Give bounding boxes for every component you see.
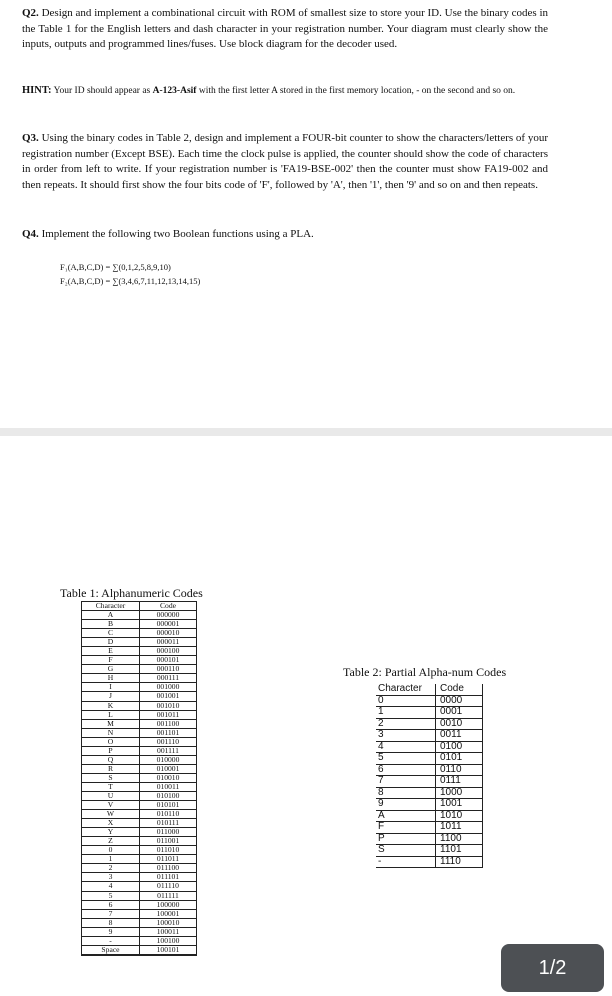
table1-character-cell: J bbox=[82, 692, 140, 701]
table1-code-cell: 011100 bbox=[140, 864, 197, 873]
table2-header-code: Code bbox=[436, 684, 483, 695]
table1-row bbox=[82, 819, 197, 828]
table1-row bbox=[82, 629, 197, 638]
table1-code-cell: 010101 bbox=[140, 801, 197, 810]
table1-code-cell: 001100 bbox=[140, 719, 197, 728]
table1-code-cell: 010111 bbox=[140, 819, 197, 828]
table1-character-cell: 2 bbox=[82, 864, 140, 873]
function-f1: F₁(A,B,C,D) = ∑(0,1,2,5,8,9,10) bbox=[60, 262, 171, 272]
table2-character-cell: - bbox=[376, 856, 436, 868]
table1-character-cell: 4 bbox=[82, 882, 140, 891]
table1-code-cell: 001011 bbox=[140, 710, 197, 719]
table1-code-cell: 000110 bbox=[140, 665, 197, 674]
table1-row bbox=[82, 900, 197, 909]
table1-character-cell: X bbox=[82, 819, 140, 828]
table1-character-cell: W bbox=[82, 810, 140, 819]
table1-row bbox=[82, 656, 197, 665]
table1-code-cell: 011111 bbox=[140, 891, 197, 900]
table1-code-cell: 100101 bbox=[140, 945, 197, 955]
table1-character-cell: 1 bbox=[82, 855, 140, 864]
table1-character-cell: 8 bbox=[82, 918, 140, 927]
table1-character-cell: Q bbox=[82, 755, 140, 764]
table2-row bbox=[376, 776, 483, 788]
page-indicator[interactable]: 1/2 bbox=[501, 944, 604, 992]
table1-body bbox=[82, 611, 197, 955]
table1-row bbox=[82, 719, 197, 728]
table2-character-cell: 0 bbox=[376, 695, 436, 707]
table2-code-cell: 0011 bbox=[436, 730, 483, 742]
table1-header-character: Character bbox=[82, 602, 140, 611]
table1-character-cell: 7 bbox=[82, 909, 140, 918]
table1-row bbox=[82, 620, 197, 629]
table1-code-cell: 100000 bbox=[140, 900, 197, 909]
function-f2: F₂(A,B,C,D) = ∑(3,4,6,7,11,12,13,14,15) bbox=[60, 276, 201, 286]
table1-character-cell: N bbox=[82, 728, 140, 737]
table2-character-cell: 8 bbox=[376, 787, 436, 799]
table1-character-cell: I bbox=[82, 683, 140, 692]
table1-row bbox=[82, 773, 197, 782]
table2 bbox=[376, 684, 483, 868]
table2-row bbox=[376, 695, 483, 707]
table2-character-cell: F bbox=[376, 822, 436, 834]
table1-row bbox=[82, 828, 197, 837]
table2-code-cell: 0101 bbox=[436, 753, 483, 765]
table2-caption: Table 2: Partial Alpha-num Codes bbox=[343, 665, 507, 679]
table2-row bbox=[376, 730, 483, 742]
table1-row bbox=[82, 791, 197, 800]
table1-row bbox=[82, 692, 197, 701]
table2-row bbox=[376, 845, 483, 857]
table2-code-cell: 0000 bbox=[436, 695, 483, 707]
table1-character-cell: 3 bbox=[82, 873, 140, 882]
table2-character-cell: 2 bbox=[376, 718, 436, 730]
table1-code-cell: 000101 bbox=[140, 656, 197, 665]
table1 bbox=[81, 601, 197, 956]
table1-character-cell: G bbox=[82, 665, 140, 674]
table1-character-cell: M bbox=[82, 719, 140, 728]
table1-character-cell: H bbox=[82, 674, 140, 683]
table1-code-cell: 010001 bbox=[140, 764, 197, 773]
table1-character-cell: P bbox=[82, 746, 140, 755]
question-3-label: Q3. bbox=[22, 132, 39, 144]
table1-character-cell: 6 bbox=[82, 900, 140, 909]
table1-code-cell: 011010 bbox=[140, 846, 197, 855]
question-2 bbox=[22, 6, 548, 53]
table1-code-cell: 010100 bbox=[140, 791, 197, 800]
table2-character-cell: S bbox=[376, 845, 436, 857]
table1-row bbox=[82, 638, 197, 647]
table1-row bbox=[82, 665, 197, 674]
table1-code-cell: 100011 bbox=[140, 927, 197, 936]
table1-code-cell: 100100 bbox=[140, 936, 197, 945]
table1-character-cell: O bbox=[82, 737, 140, 746]
table2-row bbox=[376, 822, 483, 834]
table1-row bbox=[82, 936, 197, 945]
table1-character-cell: L bbox=[82, 710, 140, 719]
table1-row bbox=[82, 683, 197, 692]
table1-code-cell: 000000 bbox=[140, 611, 197, 620]
table2-character-cell: 7 bbox=[376, 776, 436, 788]
table2-code-cell: 1000 bbox=[436, 787, 483, 799]
table2-row bbox=[376, 753, 483, 765]
table1-code-cell: 011011 bbox=[140, 855, 197, 864]
table1-row bbox=[82, 782, 197, 791]
table2-header-character: Character bbox=[376, 684, 436, 695]
table1-row bbox=[82, 674, 197, 683]
hint-id-example: A-123-Asif bbox=[152, 86, 197, 96]
table1-code-cell: 011101 bbox=[140, 873, 197, 882]
table1-code-cell: 011001 bbox=[140, 837, 197, 846]
table1-character-cell: Z bbox=[82, 837, 140, 846]
table1-character-cell: Space bbox=[82, 945, 140, 955]
question-3-text: Using the binary codes in Table 2, design and implement a FOUR-bit counter to show the characters/letters of your registration number (Except BSE). Each time the clock pulse is applied, the counter should show the code of characters in order from left to write. If your registration number is 'FA19-BSE-002' then the counter must show FA19-002 and then repeats. It should first show the four bits code of 'F', followed by 'A', then '1', then '9' and so on and then repeats. bbox=[22, 132, 548, 191]
table1-code-cell: 100010 bbox=[140, 918, 197, 927]
hint-pre: Your ID should appear as bbox=[53, 86, 153, 96]
table1-code-cell: 011000 bbox=[140, 828, 197, 837]
table1-character-cell: V bbox=[82, 801, 140, 810]
table1-row bbox=[82, 746, 197, 755]
table1-code-cell: 000011 bbox=[140, 638, 197, 647]
table2-character-cell: A bbox=[376, 810, 436, 822]
table1-row bbox=[82, 927, 197, 936]
table1-character-cell: F bbox=[82, 656, 140, 665]
table2-character-cell: P bbox=[376, 833, 436, 845]
table1-character-cell: T bbox=[82, 782, 140, 791]
table1-code-cell: 011110 bbox=[140, 882, 197, 891]
table1-row bbox=[82, 710, 197, 719]
table2-row bbox=[376, 764, 483, 776]
table2-code-cell: 1110 bbox=[436, 856, 483, 868]
table1-code-cell: 001111 bbox=[140, 746, 197, 755]
table1-character-cell: C bbox=[82, 629, 140, 638]
table1-character-cell: E bbox=[82, 647, 140, 656]
question-2-text: Design and implement a combinational circuit with ROM of smallest size to store your ID. Use the binary codes in the Table 1 for the English letters and dash character in your registration number. Your diagram must clearly show the inputs, outputs and programmed lines/fuses. Use block diagram for the decoder used. bbox=[22, 7, 549, 50]
page-separator bbox=[0, 428, 612, 436]
question-4-label: Q4. bbox=[22, 228, 39, 240]
table1-character-cell: D bbox=[82, 638, 140, 647]
table1-character-cell: 9 bbox=[82, 927, 140, 936]
table2-code-cell: 1001 bbox=[436, 799, 483, 811]
hint-label: HINT: bbox=[22, 85, 52, 96]
page-one bbox=[0, 0, 612, 428]
table2-row bbox=[376, 833, 483, 845]
table2-character-cell: 3 bbox=[376, 730, 436, 742]
table1-character-cell: B bbox=[82, 620, 140, 629]
table1-row bbox=[82, 647, 197, 656]
table1-row bbox=[82, 846, 197, 855]
question-2-label: Q2. bbox=[22, 7, 39, 19]
table2-code-cell: 1101 bbox=[436, 845, 483, 857]
table1-character-cell: Y bbox=[82, 828, 140, 837]
table2-code-cell: 0110 bbox=[436, 764, 483, 776]
table2-row bbox=[376, 718, 483, 730]
table1-code-cell: 001000 bbox=[140, 683, 197, 692]
table1-character-cell: R bbox=[82, 764, 140, 773]
table1-code-cell: 010011 bbox=[140, 782, 197, 791]
table2-row bbox=[376, 799, 483, 811]
table2-code-cell: 0100 bbox=[436, 741, 483, 753]
table2-code-cell: 1011 bbox=[436, 822, 483, 834]
table1-row bbox=[82, 945, 197, 955]
table1-row bbox=[82, 855, 197, 864]
table2-code-cell: 0001 bbox=[436, 707, 483, 719]
table2-code-cell: 0111 bbox=[436, 776, 483, 788]
table2-character-cell: 5 bbox=[376, 753, 436, 765]
table2-row bbox=[376, 707, 483, 719]
table1-code-cell: 000111 bbox=[140, 674, 197, 683]
table1-code-cell: 001010 bbox=[140, 701, 197, 710]
table1-row bbox=[82, 918, 197, 927]
table1-row bbox=[82, 755, 197, 764]
hint-post: with the first letter A stored in the first memory location, - on the second and so on. bbox=[196, 86, 516, 96]
table1-character-cell: 0 bbox=[82, 846, 140, 855]
table1-row bbox=[82, 882, 197, 891]
table1-row bbox=[82, 864, 197, 873]
table1-row bbox=[82, 737, 197, 746]
table1-character-cell: K bbox=[82, 701, 140, 710]
table1-code-cell: 010110 bbox=[140, 810, 197, 819]
table1-row bbox=[82, 764, 197, 773]
table1-code-cell: 010010 bbox=[140, 773, 197, 782]
table2-character-cell: 9 bbox=[376, 799, 436, 811]
table1-code-cell: 100001 bbox=[140, 909, 197, 918]
table1-code-cell: 001110 bbox=[140, 737, 197, 746]
table2-row bbox=[376, 810, 483, 822]
table2-row bbox=[376, 741, 483, 753]
table1-row bbox=[82, 611, 197, 620]
table1-character-cell: U bbox=[82, 791, 140, 800]
table1-character-cell: 5 bbox=[82, 891, 140, 900]
table1-code-cell: 010000 bbox=[140, 755, 197, 764]
table1-caption: Table 1: Alphanumeric Codes bbox=[60, 586, 203, 600]
table2-code-cell: 1100 bbox=[436, 833, 483, 845]
table2-row bbox=[376, 856, 483, 868]
table1-character-cell: - bbox=[82, 936, 140, 945]
table2-body bbox=[376, 695, 483, 868]
table2-code-cell: 1010 bbox=[436, 810, 483, 822]
table1-row bbox=[82, 810, 197, 819]
table2-character-cell: 6 bbox=[376, 764, 436, 776]
table2-row bbox=[376, 787, 483, 799]
table2-code-cell: 0010 bbox=[436, 718, 483, 730]
table1-header-code: Code bbox=[140, 602, 197, 611]
table1-code-cell: 000001 bbox=[140, 620, 197, 629]
hint bbox=[22, 84, 548, 98]
table1-character-cell: A bbox=[82, 611, 140, 620]
table1-code-cell: 001101 bbox=[140, 728, 197, 737]
question-4-text: Implement the following two Boolean functions using a PLA. bbox=[41, 228, 314, 240]
table1-code-cell: 000100 bbox=[140, 647, 197, 656]
table1-row bbox=[82, 701, 197, 710]
table2-character-cell: 1 bbox=[376, 707, 436, 719]
table1-row bbox=[82, 801, 197, 810]
question-4 bbox=[22, 227, 548, 243]
table1-row bbox=[82, 728, 197, 737]
table1-row bbox=[82, 873, 197, 882]
table1-code-cell: 001001 bbox=[140, 692, 197, 701]
table2-character-cell: 4 bbox=[376, 741, 436, 753]
table1-row bbox=[82, 891, 197, 900]
table1-character-cell: S bbox=[82, 773, 140, 782]
table1-row bbox=[82, 837, 197, 846]
table1-row bbox=[82, 909, 197, 918]
question-3 bbox=[22, 131, 548, 193]
table1-code-cell: 000010 bbox=[140, 629, 197, 638]
